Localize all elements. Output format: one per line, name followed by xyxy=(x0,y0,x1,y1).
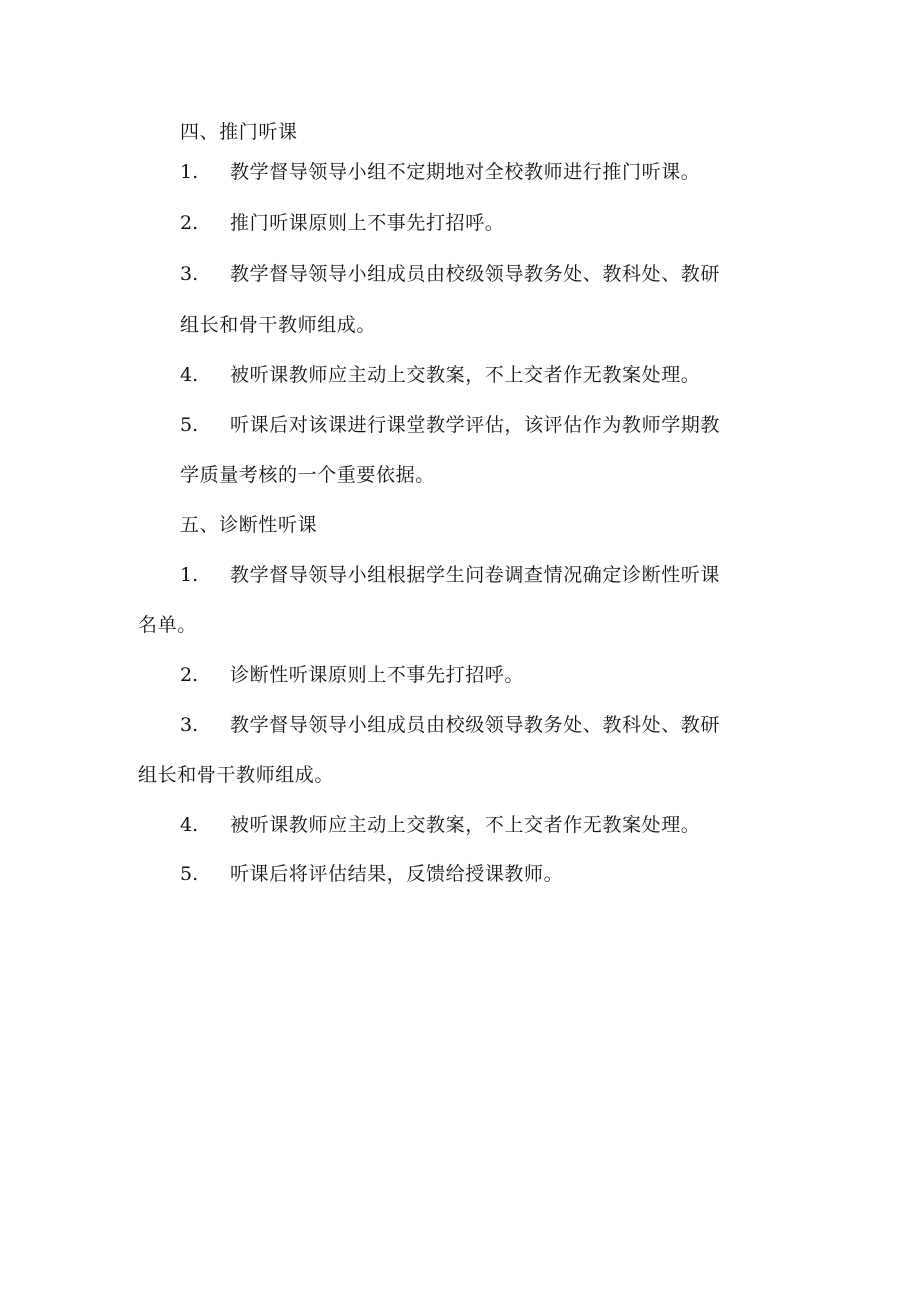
item-number: 1. xyxy=(180,161,199,183)
item-text-continued: 名单。 xyxy=(138,614,197,636)
item-text-continued: 学质量考核的一个重要依据。 xyxy=(180,464,435,486)
item-number: 5. xyxy=(180,414,199,436)
item-text: 听课后对该课进行课堂教学评估，该评估作为教师学期教 xyxy=(230,414,721,436)
item-number: 3. xyxy=(180,714,199,736)
item-text: 教学督导领导小组成员由校级领导教务处、教科处、教研 xyxy=(230,714,721,736)
item-text: 教学督导领导小组成员由校级领导教务处、教科处、教研 xyxy=(230,263,721,285)
item-number: 4. xyxy=(180,364,199,386)
item-text: 听课后将评估结果，反馈给授课教师。 xyxy=(230,863,564,885)
item-number: 1. xyxy=(180,564,199,586)
item-text: 推门听课原则上不事先打招呼。 xyxy=(230,212,505,234)
item-text-continued: 组长和骨干教师组成。 xyxy=(138,764,335,786)
item-text: 教学督导领导小组根据学生问卷调查情况确定诊断性听课 xyxy=(230,564,721,586)
item-number: 2. xyxy=(180,212,199,234)
item-number: 5. xyxy=(180,863,199,885)
item-number: 3. xyxy=(180,263,199,285)
item-text: 教学督导领导小组不定期地对全校教师进行推门听课。 xyxy=(230,161,701,183)
item-number: 2. xyxy=(180,664,199,686)
item-text: 诊断性听课原则上不事先打招呼。 xyxy=(230,664,525,686)
item-number: 4. xyxy=(180,814,199,836)
item-text: 被听课教师应主动上交教案，不上交者作无教案处理。 xyxy=(230,364,701,386)
section-heading-4: 四、推门听课 xyxy=(180,121,298,143)
item-text: 被听课教师应主动上交教案，不上交者作无教案处理。 xyxy=(230,814,701,836)
section-heading-5: 五、诊断性听课 xyxy=(180,514,318,536)
item-text-continued: 组长和骨干教师组成。 xyxy=(180,314,377,336)
